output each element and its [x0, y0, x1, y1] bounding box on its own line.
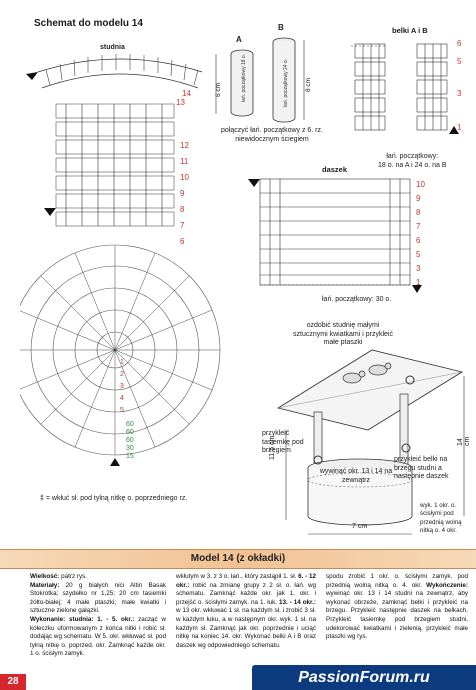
row-number: 11: [180, 157, 189, 166]
row-number: 9: [180, 189, 185, 198]
row-number: 13: [176, 98, 185, 107]
article-column-2: [176, 573, 316, 650]
studnia-label: studnia: [100, 44, 125, 51]
legend-text: = wkłuć sł. pod tylną nitkę o. poprzedniego rz.: [45, 495, 188, 502]
stitch-count: 15: [126, 453, 134, 460]
row-number: 5: [120, 407, 124, 414]
row-number: 1: [120, 359, 124, 366]
row-number: 3: [457, 89, 462, 98]
legend: [40, 495, 187, 502]
article-term: 13. - 14 okr.:: [278, 598, 316, 606]
stitch-count: 30: [126, 445, 134, 452]
tube-a-label: A: [236, 35, 242, 44]
article-text: zacząć w kółeczku uformowanym z końca nitki i robić sł. dodając wg schematu. W 5. okr. wkłuwać sł. pod tylną nitkę o. poprzed. okr. Zamknąć każde okr. 1 o. ścisłym zamyk.: [30, 615, 166, 658]
article-term: 6. - 12 okr.:: [176, 573, 316, 589]
article-text: robić na zmianę grupy z 2 sł. o. łań. wg schematu. Zamknąć każde okr. jak 1. okr. i przejść o. ścisłymi zamyk. na 1. łuk.: [176, 581, 316, 606]
dim-width: 7 cm: [352, 523, 368, 530]
tube-b-label: B: [278, 23, 284, 32]
article-text: spodu zrobić 1 okr. o. ścisłymi zamyk. pod przednią wolną nitką o. 4. okr.: [326, 573, 468, 589]
stitch-count: 60: [126, 429, 134, 436]
row-number: 6: [180, 237, 185, 246]
article-term: Wielkość:: [30, 573, 60, 580]
row-number: 10: [180, 173, 189, 182]
note-rows: wywinąć okr. 13 i 14 na zewnątrz: [319, 468, 393, 484]
row-number: 6: [457, 39, 462, 48]
daszek-label: daszek: [322, 165, 348, 174]
row-number: 10: [416, 180, 425, 189]
tube-b-height: 8 cm: [305, 77, 312, 92]
row-number: 14: [182, 89, 191, 98]
legend-symbol: ‡: [40, 495, 44, 502]
article-term: Materiały:: [30, 581, 60, 589]
article-text: patrz rys.: [59, 573, 87, 580]
article-text: w 13 okr. wkłuwać 1 sł. na każdym sł. i zrobić 3 sł. w każdym łuku, a w następnym okr. wyk. 1 sł. na każdym sł. Zamknąć jak okr. poprzednie i uciąć nitkę na koniec 14. okr. Wykonać belki A i B oraz daszek wg odpowiedniego schematu.: [176, 607, 316, 649]
note-belki: przykleić belki na brzegu studni a następnie daszek: [394, 456, 449, 480]
tube-b-inner: łań. początkowy 24 o.: [283, 58, 289, 107]
row-number: 4: [120, 395, 124, 402]
tube-a-height: 6 cm: [215, 82, 222, 97]
row-number: 8: [416, 208, 421, 217]
article-term: Wykończenie:: [426, 581, 468, 589]
studnia-chart: [20, 40, 230, 510]
row-number: 7: [416, 222, 421, 231]
row-number: 6: [416, 236, 421, 245]
row-number: 1: [457, 123, 462, 132]
note-tasiemka: przykleić tasiemkę pod brzegiem: [262, 430, 304, 454]
dim-height: 11,5 cm: [269, 435, 276, 460]
daszek-chart: [240, 175, 440, 300]
belki-caption-line-2: 18 o. na A i 24 o. na B: [378, 162, 447, 169]
daszek-caption: łań. początkowy: 30 o.: [322, 296, 392, 303]
row-number: 12: [180, 141, 189, 150]
article-column-1: [30, 573, 166, 659]
page-title: Schemat do modelu 14: [34, 18, 143, 29]
row-number: 2: [120, 371, 124, 378]
stitch-count: 60: [126, 421, 134, 428]
article-text: 20 g białych nici Altin Basak Stokrotka; szydełko nr 1,25; 20 cm tasiemki żółto-białej; 4 małe ptaszki; małe kwiatki i sztuczne zielone gałązki.: [30, 581, 166, 615]
row-number: 9: [416, 194, 421, 203]
article-column-3: [326, 573, 468, 642]
note-bottom: wyk. 1 okr. o. ścisłymi pod przednią wolną nitką o. 4 okr.: [420, 502, 462, 534]
row-number: 5: [457, 57, 462, 66]
stitch-count: 60: [126, 437, 134, 444]
belki-label: belki A i B: [392, 26, 428, 35]
article-text: wywinąć okr. 13 i 14 studni na zewnątrz, aby wykonać obrzeże, zamknąć belki i przykleić na brzegu. Przykleić następnie daszek na belkach. Przykleić tasiemkę pod brzegiem studni, udekorować kwiatkami i zielenią, przykleić małe ptaszki wg rys.: [326, 590, 468, 641]
row-number: 7: [180, 221, 185, 230]
dim-total: 14 cm: [457, 436, 471, 446]
page-number: 28: [0, 674, 26, 690]
belki-chart: [345, 34, 470, 152]
row-number: 1: [416, 278, 421, 287]
belki-caption-line-1: łań. początkowy:: [386, 153, 439, 160]
row-number: 5: [416, 250, 421, 259]
belki-caption: [378, 152, 447, 170]
row-number: 3: [416, 264, 421, 273]
tubes-caption: połączyć łań. początkowy z 6. rz. niewidocznym ściegiem: [221, 127, 323, 143]
tube-a-inner: łań. początkowy 18 o.: [241, 53, 247, 102]
article-heading: Model 14 (z okładki): [0, 549, 476, 569]
site-watermark: PassionForum.ru: [252, 665, 476, 690]
article-term: Wykonanie: studnia: 1. - 5. okr.:: [30, 615, 135, 623]
row-number: 8: [180, 205, 185, 214]
row-number: 3: [120, 383, 124, 390]
article-text: wkłutym w 3. z 3 o. łań., który zastąpił 1. sł.: [176, 573, 299, 580]
note-top: ozdobić studnię małymi sztucznymi kwiatkami i przykleić małe ptaszki: [293, 322, 393, 346]
